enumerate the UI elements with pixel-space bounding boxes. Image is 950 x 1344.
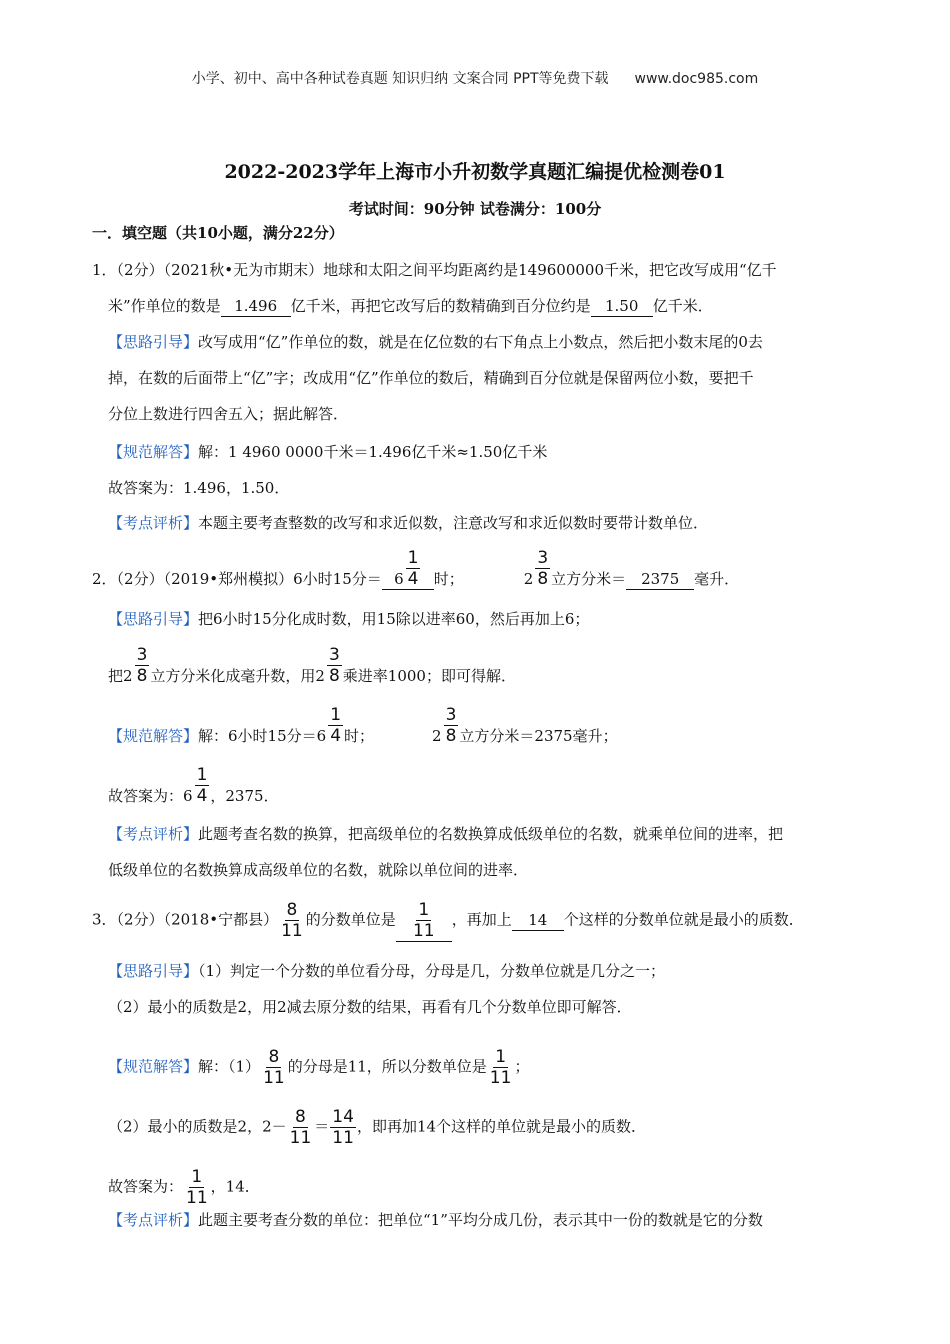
q2-review-2: 低级单位的名数换算成高级单位的名数，就除以单位间的进率．: [108, 861, 529, 879]
q3-guide-2: （2）最小的质数是2，用2减去原分数的结果，再看有几个分数单位即可解答．: [108, 998, 632, 1016]
q3-line1: 3．（2分）（2018•宁都县） $\frac{8}{11}$ 的分数单位是 $\frac{1}{11}$ ，再加上 14 个这样的分数单位就是最小的质数．: [92, 900, 804, 941]
q2-review-1: 【考点评析】此题考查名数的换算，把高级单位的名数换算成低级单位的名数，就乘单位间的进率，把: [108, 825, 784, 843]
page-header: [0, 68, 950, 88]
header-text: 小学、初中、高中各种试卷真题 知识归纳 文案合同 PPT等免费下载: [191, 71, 609, 87]
q3-answer-blank-2: 14: [512, 910, 564, 931]
q2-line1: 2．（2分）（2019•郑州模拟）6小时15分＝ 6 $\frac{1}{4}$ 时； 2 $\frac{3}{8}$ 立方分米＝ 2375 毫升．: [92, 548, 740, 589]
q1-guide-3: 分位上数进行四舍五入；据此解答．: [108, 405, 349, 423]
q3-answer-2: （2）最小的质数是2，2－ $\frac{8}{11}$ ＝ $\frac{14}{11}$ ，即再加14个这样的单位就是最小的质数．: [108, 1107, 647, 1148]
q2-final: 故答案为： 6 $\frac{1}{4}$ ，2375．: [108, 765, 279, 806]
q2-guide-2: 把 2 $\frac{3}{8}$ 立方分米化成毫升数，用 2 $\frac{3}{8}$ 乘进率1000；即可得解．: [108, 645, 516, 686]
page-title: 2022-2023学年上海市小升初数学真题汇编提优检测卷01: [224, 161, 726, 183]
answer-tag: 【规范解答】: [108, 443, 199, 461]
section-heading: 一．填空题（共10小题，满分22分）: [92, 224, 344, 242]
q3-final: 故答案为： $\frac{1}{11}$ ，14．: [108, 1167, 260, 1208]
header-site-link[interactable]: www.doc985.com: [634, 71, 759, 87]
q1-review: 【考点评析】本题主要考查整数的改写和求近似数，注意改写和求近似数时要带计数单位．: [108, 514, 709, 532]
q1-answer: 【规范解答】解：1 4960 0000千米＝1.496亿千米≈1.50亿千米: [108, 443, 548, 461]
q3-review: 【考点评析】此题主要考查分数的单位：把单位“1”平均分成几份，表示其中一份的数就是它的分数: [108, 1211, 763, 1229]
guide-tag: 【思路引导】: [108, 333, 199, 351]
q1-line1: 1．（2分）（2021秋•无为市期末）地球和太阳之间平均距离约是149600000千米，把它改写成用“亿千: [92, 261, 777, 279]
q1-guide-2: 掉，在数的后面带上“亿”字；改成用“亿”作单位的数后，精确到百分位就是保留两位小数，要把千: [108, 369, 754, 387]
q1-answer-blank-1: 1.496: [221, 296, 291, 317]
q3-answer-blank-1: $\frac{1}{11}$: [396, 900, 452, 942]
q2-answer: 【规范解答】解：6小时15分＝ 6 $\frac{1}{4}$ 时； 2 $\frac{3}{8}$ 立方分米＝2375毫升；: [108, 705, 618, 746]
q2-answer-blank-2: 2375: [626, 569, 694, 590]
q2-guide-1: 【思路引导】把6小时15分化成时数，用15除以进率60，然后再加上6；: [108, 610, 590, 628]
q2-answer-blank-1: 6 $\frac{1}{4}$: [382, 548, 434, 590]
q3-answer-1: 【规范解答】解：（1） $\frac{8}{11}$ 的分母是11，所以分数单位是 $\frac{1}{11}$ ；: [108, 1047, 530, 1088]
q1-final: 故答案为：1.496，1.50．: [108, 479, 290, 497]
q1-guide-1: 【思路引导】改写成用“亿”作单位的数，就是在亿位数的右下角点上小数点，然后把小数末尾的0去: [108, 333, 763, 351]
q1-line2: 米”作单位的数是 1.496 亿千米，再把它改写后的数精确到百分位约是 1.50 亿千米．: [108, 297, 713, 315]
review-tag: 【考点评析】: [108, 514, 199, 532]
q1-answer-blank-2: 1.50: [591, 296, 653, 317]
exam-info: 考试时间：90分钟 试卷满分：100分: [348, 200, 602, 218]
q3-guide-1: 【思路引导】（1）判定一个分数的单位看分母，分母是几，分数单位就是几分之一；: [108, 962, 666, 980]
